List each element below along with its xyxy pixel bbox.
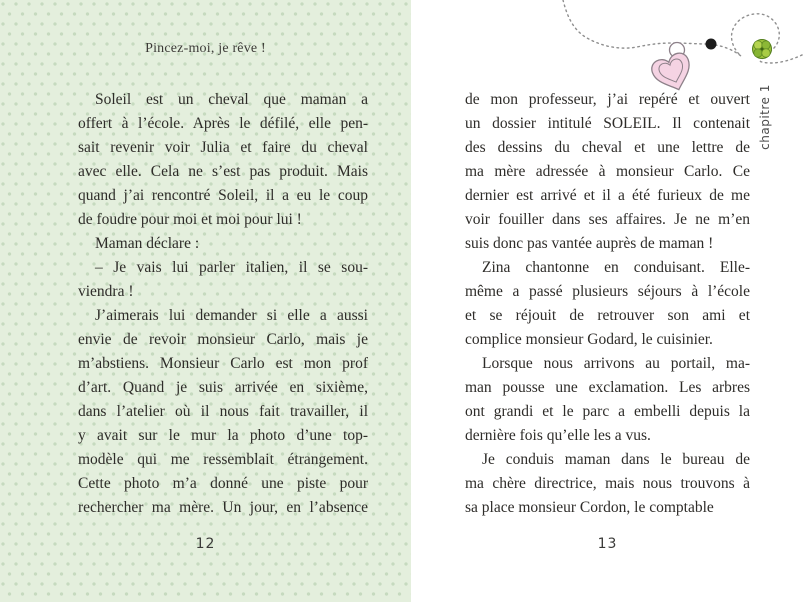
text-line: sait revenir voir Julia et faire du cheval xyxy=(78,139,368,156)
text-line: suis donc pas vantée auprès de maman ! xyxy=(465,235,714,252)
page-right xyxy=(411,0,804,602)
text-line: dernière fois qu’elle les a vus. xyxy=(465,427,651,444)
text-line: sa place monsieur Cordon, le comptable xyxy=(465,499,714,516)
text-line: Maman déclare : xyxy=(95,235,200,252)
text-line: même a passé plusieurs séjours à l’école xyxy=(465,283,750,300)
decorative-doodle xyxy=(411,0,804,100)
text-line: Soleil est un cheval que maman a xyxy=(95,91,368,108)
text-line: m’abstiens. Monsieur Carlo est mon prof xyxy=(78,355,368,372)
clover-icon xyxy=(753,40,772,59)
text-line: y avait sur le mur la photo d’une top- xyxy=(78,427,368,444)
text-line: J’aimerais lui demander si elle a aussi xyxy=(95,307,368,324)
text-line: un dossier intitulé SOLEIL. Il contenait xyxy=(465,115,750,132)
text-line: envie de revoir monsieur Carlo, mais je xyxy=(78,331,368,348)
text-line: ont grandi et le parc a embelli depuis la xyxy=(465,403,750,420)
text-line: Je conduis maman dans le bureau de xyxy=(482,451,750,468)
text-line: rechercher ma mère. Un jour, en l’absence xyxy=(78,499,368,516)
text-line: – Je vais lui parler italien, il se sou- xyxy=(95,259,368,276)
text-line: ma mère adressée à monsieur Carlo. Ce xyxy=(465,163,750,180)
text-line: voir fouiller dans ses affaires. Je ne m’en xyxy=(465,211,750,228)
text-line: de mon professeur, j’ai repéré et ouvert xyxy=(465,91,750,108)
text-line: modèle qui me ressemblait étrangement. xyxy=(78,451,368,468)
page-number-right: 13 xyxy=(597,536,618,552)
text-line: Cette photo m’a donné une piste pour xyxy=(78,475,368,492)
text-line: quand j’ai rencontré Soleil, il a eu le coup xyxy=(78,187,368,204)
text-line: viendra ! xyxy=(78,283,134,300)
text-line: d’art. Quand je suis arrivée en sixième, xyxy=(78,379,368,396)
text-line: complice monsieur Godard, le cuisinier. xyxy=(465,331,713,348)
text-line: man pousse une exclamation. Les arbres xyxy=(465,379,750,396)
text-line: de foudre pour moi et moi pour lui ! xyxy=(78,211,302,228)
chapter-label: chapitre 1 xyxy=(758,84,772,150)
text-line: des dessins du cheval et une lettre de xyxy=(465,139,750,156)
text-line: Lorsque nous arrivons au portail, ma- xyxy=(482,355,750,372)
running-header: Pincez-moi, je rêve ! xyxy=(145,41,266,56)
right-page-text xyxy=(465,88,750,520)
text-line: offert à l’école. Après le défilé, elle pen- xyxy=(78,115,368,132)
left-page-text xyxy=(78,88,368,520)
page-number-left: 12 xyxy=(195,536,216,552)
black-bead-icon xyxy=(706,39,717,50)
text-line: et se réjouit de retrouver son ami et xyxy=(465,307,750,324)
text-line: avec elle. Cela ne s’est pas produit. Mais xyxy=(78,163,368,180)
text-line: dernier est arrivé et il a été furieux de me xyxy=(465,187,750,204)
text-line: dans l’atelier où il nous fait travailler, il xyxy=(78,403,368,420)
text-line: Zina chantonne en conduisant. Elle- xyxy=(482,259,750,276)
text-line: ma chère directrice, mais nous trouvons à xyxy=(465,475,750,492)
